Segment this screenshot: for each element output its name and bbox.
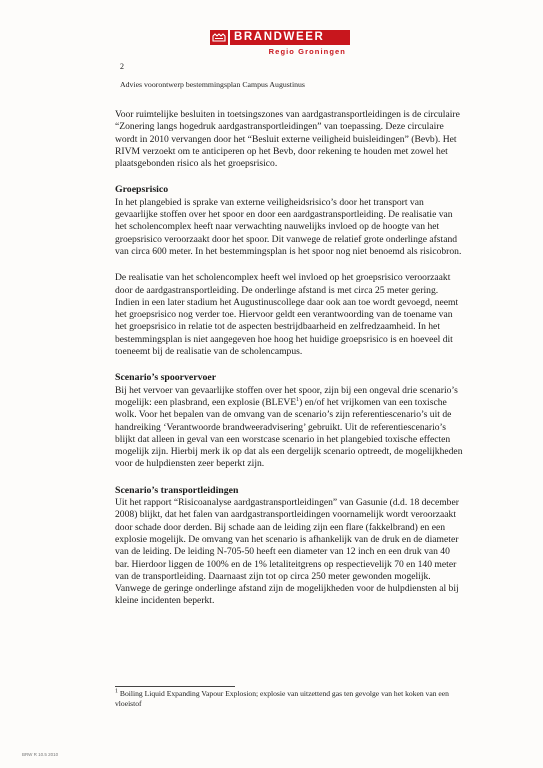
spoorvervoer-paragraph: [115, 385, 465, 471]
footnote-text: Boiling Liquid Expanding Vapour Explosion; explosie van uitzettend gas ten gevolge van het koken van een vloeistof: [115, 689, 449, 708]
logo-bar: [210, 30, 350, 45]
footnote-reference[interactable]: 1: [296, 396, 300, 403]
groepsrisico-paragraph-1: In het plangebied is sprake van externe veiligheidsrisico’s door het transport van gevaarlijke stoffen over het spoor en door een aardgastransportleiding. De realisatie van het scholencomplex heeft naar verwachting nauwelijks invloed op de hoogte van het groepsrisico veroorzaakt door het spoor. Dit vanwege de relatief grote onderlinge afstand van circa 600 meter. In het bestemmingsplan is het spoor nog niet benoemd als risicobron.: [115, 196, 462, 257]
fire-service-emblem-icon: [210, 30, 228, 45]
intro-paragraph: Voor ruimtelijke besluiten in toetsingszones van aardgastransportleidingen is de circulaire “Zonering langs hogedruk aardgastransportleidingen” van toepassing. Deze circulaire wordt in 2010 vervangen door het “Besluit externe veiligheid buisleidingen” (Bevb). Het RIVM verzoekt om te anticiperen op het Bevb, door rekening te houden met zowel het plaatsgebonden risico als het groepsrisico.: [115, 109, 460, 170]
footnote-number: 1: [115, 688, 118, 695]
groepsrisico-heading: Groepsrisico: [115, 184, 169, 196]
spoorvervoer-text-1: Bij het vervoer van gevaarlijke stoffen over het spoor, zijn bij een ongeval drie scenario’s mogelijk: een plasbrand, een explosie (BLEVE: [115, 384, 458, 408]
groepsrisico-paragraph-2: De realisatie van het scholencomplex heeft wel invloed op het groepsrisico veroorzaakt door de aardgastransportleiding. De onderlinge afstand is met circa 25 meter gering. Indien in een later stadium het Augustinuscollege daar ook aan toe wordt gevoegd, neemt het groepsrisico nog verder toe. Hiervoor geldt een verantwoording van de toename van het groepsrisico in relatie tot de aspecten bestrijdbaarheid en zelfredzaamheid. In het bestemmingsplan is niet aangegeven hoe hoog het huidige groepsrisico is en hoeveel dit toeneemt bij de realisatie van de scholencampus.: [115, 272, 459, 358]
document-body: [115, 109, 465, 622]
brandweer-logo: [210, 30, 350, 56]
transportleidingen-paragraph: Uit het rapport “Risicoanalyse aardgastransportleidingen” van Gasunie (d.d. 18 december 2008) blijkt, dat het falen van aardgastransportleidingen voornamelijk wordt veroorzaakt door schade door derden. Bij schade aan de leiding zijn een flare (fakkelbrand) en een explosie mogelijk. De omvang van het scenario is afhankelijk van de druk en de diameter van de leiding. De leiding N-705-50 heeft een diameter van 12 inch en een druk van 40 bar. Hierdoor liggen de 100% en de 1% letaliteitgrens op respectievelijk 70 en 140 meter van de transportleiding. Daarnaast zijn tot op circa 250 meter gewonden mogelijk. Vanwege de geringe onderlinge afstand zijn de mogelijkheden voor de hulpdiensten al bij kleine incidenten beperkt.: [115, 497, 459, 607]
spoorvervoer-text-2: ) en/of het vrijkomen van een toxische wolk. Voor het bepalen van de omvang van de scenario’s zijn referentiescenario’s uit de handreiking ‘Verantwoorde brandweeradvisering’ gebruikt. Uit de referentiescenario’s blijkt dat alleen in geval van een worstcase scenario in het plangebied toxische effecten mogelijk zijn. Hierbij merk ik op dat als een dergelijk scenario optreedt, de mogelijkheden voor de hulpdiensten zeer beperkt zijn.: [115, 396, 463, 470]
spoorvervoer-section: [115, 372, 465, 470]
footnote-divider: [115, 686, 235, 687]
footnote: [115, 689, 465, 709]
spoorvervoer-heading: Scenario’s spoorvervoer: [115, 372, 217, 384]
groepsrisico-section: [115, 184, 465, 358]
transportleidingen-section: [115, 485, 465, 608]
logo-subtitle: Regio Groningen: [268, 47, 346, 56]
transportleidingen-heading: Scenario’s transportleidingen: [115, 484, 239, 496]
document-code: BRW R 10.5 2010: [22, 752, 59, 757]
document-header: Advies voorontwerp bestemmingsplan Campus Augustinus: [120, 80, 305, 89]
logo-title: BRANDWEER: [230, 30, 350, 45]
page-number: 2: [120, 62, 124, 71]
